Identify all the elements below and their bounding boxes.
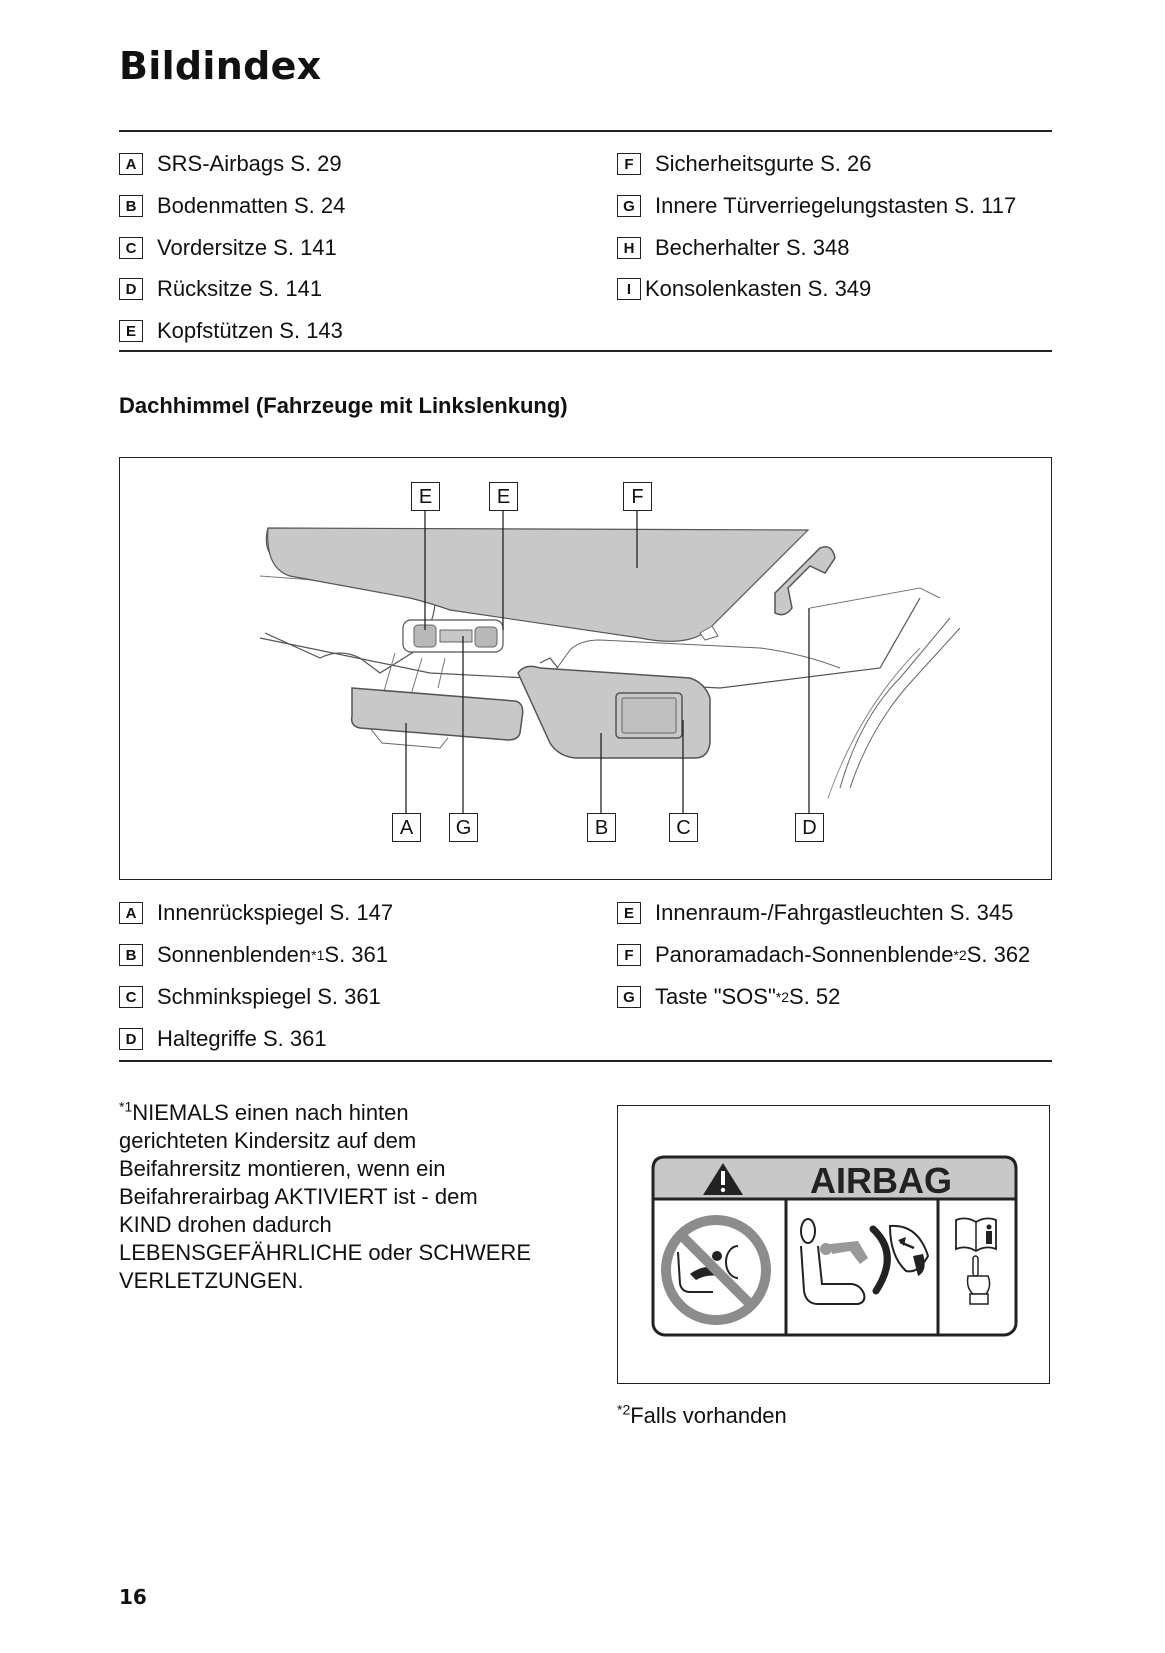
letter-box: C bbox=[119, 237, 143, 259]
letter-box: E bbox=[119, 320, 143, 342]
callout-a: A bbox=[392, 813, 421, 842]
divider-index bbox=[119, 350, 1052, 352]
footnote-marker: *1 bbox=[119, 1098, 133, 1115]
divider-top bbox=[119, 130, 1052, 132]
footnote-line: Beifahrersitz montieren, wenn ein bbox=[119, 1156, 446, 1181]
headliner-illustration bbox=[120, 458, 1050, 878]
legend-text: Panoramadach-Sonnenblende bbox=[655, 942, 954, 967]
footnote-text: Falls vorhanden bbox=[630, 1403, 787, 1428]
letter-box: G bbox=[617, 195, 641, 217]
index-item-g bbox=[617, 193, 1016, 219]
index-item-text: Konsolenkasten S. 349 bbox=[645, 276, 872, 301]
airbag-warning-label-frame bbox=[617, 1105, 1050, 1384]
footnote-1 bbox=[119, 1099, 549, 1295]
index-item-text: Bodenmatten S. 24 bbox=[157, 193, 346, 218]
airbag-heading: AIRBAG bbox=[810, 1160, 952, 1201]
legend-item-f: F Panoramadach-Sonnenblende *2 S. 362 bbox=[617, 942, 1030, 968]
footnote-line: gerichteten Kindersitz auf dem bbox=[119, 1128, 417, 1153]
legend-item-b: B Sonnenblenden *1 S. 361 bbox=[119, 942, 388, 968]
letter-box: E bbox=[617, 902, 641, 924]
footnote-line: Beifahrerairbag AKTIVIERT ist - dem bbox=[119, 1184, 478, 1209]
legend-text: Sonnenblenden bbox=[157, 942, 312, 967]
index-item-f bbox=[617, 151, 871, 177]
index-item-text: Rücksitze S. 141 bbox=[157, 276, 323, 301]
letter-box: G bbox=[617, 986, 641, 1008]
letter-box: B bbox=[119, 944, 143, 966]
index-item-i bbox=[617, 276, 871, 302]
callout-f: F bbox=[623, 482, 652, 511]
legend-text: Taste "SOS" bbox=[655, 984, 776, 1009]
index-item-text: Innere Türverriegelungstasten S. 117 bbox=[655, 193, 1017, 218]
section-heading: Dachhimmel (Fahrzeuge mit Linkslenkung) bbox=[119, 393, 568, 418]
page-number: 16 bbox=[119, 1585, 147, 1609]
footnote-2 bbox=[617, 1403, 787, 1429]
callout-c: C bbox=[669, 813, 698, 842]
footnote-line: KIND drohen dadurch bbox=[119, 1212, 332, 1237]
legend-text: Haltegriffe S. 361 bbox=[157, 1026, 327, 1051]
index-item-text: Kopfstützen S. 143 bbox=[157, 318, 343, 343]
index-item-text: Vordersitze S. 141 bbox=[157, 235, 337, 260]
letter-box: B bbox=[119, 195, 143, 217]
index-item-c bbox=[119, 235, 337, 261]
letter-box: F bbox=[617, 944, 641, 966]
legend-item-e bbox=[617, 900, 1013, 926]
legend-item-d bbox=[119, 1026, 327, 1052]
headliner-diagram bbox=[119, 457, 1052, 880]
page-title: Bildindex bbox=[119, 44, 322, 88]
legend-text: Innenraum-/Fahrgastleuchten S. 345 bbox=[655, 900, 1014, 925]
manual-info-icon bbox=[956, 1218, 996, 1251]
footnote-line: NIEMALS einen nach hinten bbox=[132, 1100, 409, 1125]
footnote-line: VERLETZUNGEN. bbox=[119, 1268, 304, 1293]
letter-box: C bbox=[119, 986, 143, 1008]
callout-e-1: E bbox=[411, 482, 440, 511]
letter-box: D bbox=[119, 1028, 143, 1050]
index-item-text: SRS-Airbags S. 29 bbox=[157, 151, 342, 176]
legend-page: S. 362 bbox=[966, 942, 1031, 967]
callout-b: B bbox=[587, 813, 616, 842]
index-item-d bbox=[119, 276, 322, 302]
letter-box: A bbox=[119, 902, 143, 924]
letter-box: A bbox=[119, 153, 143, 175]
airbag-warning-label bbox=[618, 1106, 1048, 1382]
letter-box: D bbox=[119, 278, 143, 300]
legend-text: Schminkspiegel S. 361 bbox=[157, 984, 381, 1009]
letter-box: I bbox=[617, 278, 641, 300]
legend-text: Innenrückspiegel S. 147 bbox=[157, 900, 394, 925]
letter-box: H bbox=[617, 237, 641, 259]
legend-item-g: G Taste "SOS" *2 S. 52 bbox=[617, 984, 840, 1010]
callout-d: D bbox=[795, 813, 824, 842]
index-item-h bbox=[617, 235, 849, 261]
footnote-marker: *2 bbox=[617, 1401, 631, 1418]
index-item-text: Sicherheitsgurte S. 26 bbox=[655, 151, 872, 176]
index-item-e bbox=[119, 318, 343, 344]
legend-item-a bbox=[119, 900, 393, 926]
index-item-b bbox=[119, 193, 345, 219]
index-item-text: Becherhalter S. 348 bbox=[655, 235, 850, 260]
legend-item-c bbox=[119, 984, 381, 1010]
index-item-a bbox=[119, 151, 342, 177]
callout-e-2: E bbox=[489, 482, 518, 511]
divider-legend bbox=[119, 1060, 1052, 1062]
callout-g: G bbox=[449, 813, 478, 842]
legend-page: S. 52 bbox=[789, 984, 841, 1009]
legend-page: S. 361 bbox=[324, 942, 388, 967]
letter-box: F bbox=[617, 153, 641, 175]
footnote-line: LEBENSGEFÄHRLICHE oder SCHWERE bbox=[119, 1240, 531, 1265]
